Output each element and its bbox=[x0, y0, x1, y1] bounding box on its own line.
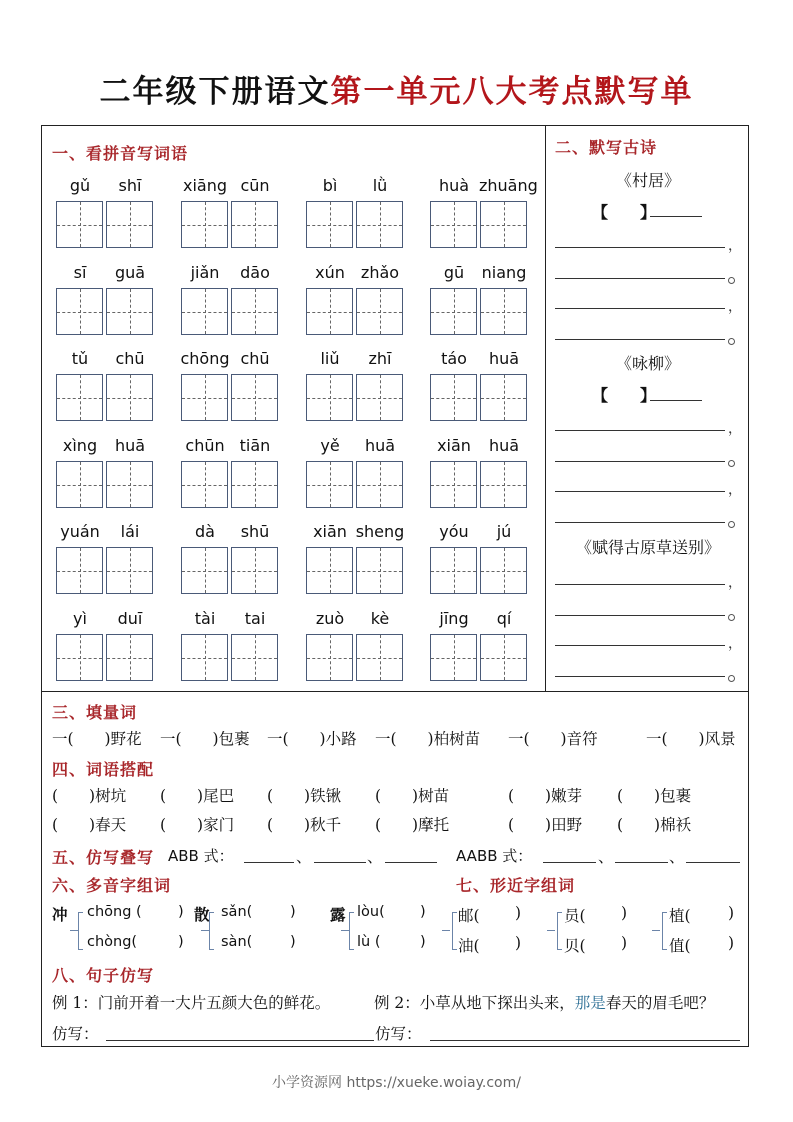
poem-title-cunju: 《村居》 bbox=[615, 171, 680, 190]
pinyin-label: dāo bbox=[240, 263, 270, 282]
tianzige-box[interactable] bbox=[56, 201, 103, 248]
tianzige-box[interactable] bbox=[306, 461, 353, 508]
brace-top bbox=[209, 912, 214, 913]
close-paren: ) bbox=[178, 934, 184, 950]
aabb-blank-1[interactable] bbox=[543, 862, 596, 863]
column-divider bbox=[545, 125, 546, 692]
close-paren: ) bbox=[515, 904, 522, 922]
pinyin-label: chōng bbox=[180, 349, 230, 368]
tianzige-box[interactable] bbox=[106, 201, 153, 248]
period-mark bbox=[728, 460, 735, 467]
pinyin-label: chūn bbox=[185, 436, 225, 455]
brace-icon bbox=[78, 912, 79, 950]
tianzige-box[interactable] bbox=[356, 634, 403, 681]
measure-word-item[interactable]: 一( )野花 bbox=[52, 730, 142, 748]
pinyin-label: huā bbox=[488, 436, 520, 455]
pinyin-label: yóu bbox=[439, 522, 469, 541]
abb-blank-1[interactable] bbox=[244, 862, 294, 863]
similar-char-top[interactable]: 植( bbox=[669, 907, 691, 925]
pinyin-label: tai bbox=[244, 609, 266, 628]
imitate-label-1: 仿写： bbox=[52, 1025, 99, 1043]
footer-watermark: 小学资源网 https://xueke.woiay.com/ bbox=[272, 1075, 521, 1091]
tianzige-box[interactable] bbox=[480, 288, 527, 335]
brace-mid bbox=[201, 930, 209, 931]
matching-item[interactable]: ( )树坑 bbox=[52, 787, 127, 805]
brace-icon bbox=[557, 912, 558, 950]
pinyin-label: gǔ bbox=[69, 176, 91, 195]
tianzige-box[interactable] bbox=[56, 288, 103, 335]
poem-title-fudegu: 《赋得古原草送别》 bbox=[575, 538, 720, 557]
brace-icon bbox=[209, 912, 210, 950]
pinyin-label: zhuāng bbox=[479, 176, 538, 195]
brace-top bbox=[662, 912, 667, 913]
tianzige-box[interactable] bbox=[106, 288, 153, 335]
brace-top bbox=[78, 912, 83, 913]
aabb-blank-3[interactable] bbox=[686, 862, 740, 863]
similar-char-top[interactable]: 员( bbox=[564, 907, 586, 925]
tianzige-box[interactable] bbox=[56, 374, 103, 421]
brace-top bbox=[349, 912, 354, 913]
tianzige-box[interactable] bbox=[231, 634, 278, 681]
pinyin-label: chū bbox=[240, 349, 270, 368]
poem-line-blank[interactable] bbox=[555, 430, 725, 431]
tianzige-box[interactable] bbox=[356, 374, 403, 421]
pinyin-label: sheng bbox=[355, 522, 405, 541]
pinyin-label: tiān bbox=[239, 436, 271, 455]
section1-title: 一、看拼音写词语 bbox=[52, 144, 189, 163]
section2-title: 二、默写古诗 bbox=[555, 138, 658, 157]
tianzige-box[interactable] bbox=[356, 547, 403, 594]
matching-item[interactable]: ( )树苗 bbox=[375, 787, 450, 805]
tianzige-box[interactable] bbox=[231, 461, 278, 508]
pinyin-label: cūn bbox=[240, 176, 270, 195]
pinyin-label: huā bbox=[114, 436, 146, 455]
section8-title: 八、句子仿写 bbox=[52, 966, 155, 985]
section4-title: 四、词语搭配 bbox=[52, 760, 155, 779]
dynasty-blank-yongliu[interactable] bbox=[650, 400, 702, 401]
matching-item[interactable]: ( )田野 bbox=[508, 816, 583, 834]
polyphone-reading-bottom[interactable]: sàn( bbox=[221, 934, 253, 950]
similar-char-bottom[interactable]: 贝( bbox=[564, 937, 586, 955]
brace-bottom bbox=[209, 949, 214, 950]
tianzige-box[interactable] bbox=[356, 288, 403, 335]
measure-word-item[interactable]: 一( )柏树苗 bbox=[375, 730, 481, 748]
example-1: 例 1：门前开着一大片五颜大色的鲜花。 bbox=[52, 994, 331, 1012]
polyphone-reading-top[interactable]: lòu( bbox=[357, 904, 385, 920]
brace-mid bbox=[547, 930, 555, 931]
imitate-blank-2[interactable] bbox=[430, 1040, 740, 1041]
row-divider bbox=[41, 691, 749, 692]
polyphone-char: 冲 bbox=[52, 905, 68, 924]
close-paren: ) bbox=[728, 904, 735, 922]
section7-title: 七、形近字组词 bbox=[456, 876, 576, 895]
close-paren: ) bbox=[420, 934, 426, 950]
period-mark bbox=[728, 521, 735, 528]
tianzige-box[interactable] bbox=[480, 461, 527, 508]
tianzige-box[interactable] bbox=[306, 547, 353, 594]
tianzige-box[interactable] bbox=[106, 547, 153, 594]
matching-item[interactable]: ( )春天 bbox=[52, 816, 127, 834]
tianzige-box[interactable] bbox=[356, 201, 403, 248]
pinyin-label: liǔ bbox=[320, 349, 340, 368]
close-paren: ) bbox=[621, 934, 628, 952]
pinyin-label: qí bbox=[496, 609, 512, 628]
tianzige-box[interactable] bbox=[430, 201, 477, 248]
brace-bottom bbox=[78, 949, 83, 950]
close-paren: ) bbox=[290, 904, 296, 920]
poem-line-blank[interactable] bbox=[555, 308, 725, 309]
similar-char-top[interactable]: 邮( bbox=[458, 907, 480, 925]
pinyin-label: xiāng bbox=[182, 176, 227, 195]
tianzige-box[interactable] bbox=[231, 201, 278, 248]
pinyin-label: jiǎn bbox=[190, 263, 220, 282]
brace-icon bbox=[452, 912, 453, 950]
tianzige-box[interactable] bbox=[56, 461, 103, 508]
period-mark bbox=[728, 277, 735, 284]
close-paren: ) bbox=[290, 934, 296, 950]
close-paren: ) bbox=[515, 934, 522, 952]
pinyin-label: xún bbox=[315, 263, 345, 282]
matching-item[interactable]: ( )家门 bbox=[160, 816, 235, 834]
brace-bottom bbox=[557, 949, 562, 950]
section5-title: 五、仿写叠写 bbox=[52, 848, 155, 867]
poem-line-blank[interactable] bbox=[555, 584, 725, 585]
example-2-suffix: 春天的眉毛吧？ bbox=[605, 994, 715, 1012]
poem-line-blank[interactable] bbox=[555, 278, 725, 279]
polyphone-char: 散 bbox=[194, 905, 210, 924]
brace-mid bbox=[442, 930, 450, 931]
pinyin-label: chū bbox=[115, 349, 145, 368]
tianzige-box[interactable] bbox=[181, 547, 228, 594]
pinyin-label: zhī bbox=[368, 349, 392, 368]
matching-item[interactable]: ( )摩托 bbox=[375, 816, 450, 834]
pinyin-label: duī bbox=[117, 609, 143, 628]
brace-top bbox=[557, 912, 562, 913]
poem-line-blank[interactable] bbox=[555, 247, 725, 248]
tianzige-box[interactable] bbox=[106, 634, 153, 681]
tianzige-box[interactable] bbox=[231, 547, 278, 594]
tianzige-box[interactable] bbox=[106, 461, 153, 508]
imitate-label-2: 仿写： bbox=[375, 1025, 422, 1043]
close-paren: ) bbox=[178, 904, 184, 920]
matching-item[interactable]: ( )包裹 bbox=[617, 787, 692, 805]
tianzige-box[interactable] bbox=[430, 374, 477, 421]
comma-mark: ， bbox=[728, 299, 742, 315]
section3-title: 三、填量词 bbox=[52, 703, 138, 722]
abb-sep-2: 、 bbox=[367, 848, 383, 866]
matching-item[interactable]: ( )嫩芽 bbox=[508, 787, 583, 805]
polyphone-reading-top[interactable]: chōng ( bbox=[87, 904, 142, 920]
aabb-blank-2[interactable] bbox=[615, 862, 668, 863]
comma-mark: ， bbox=[728, 482, 742, 498]
abb-blank-2[interactable] bbox=[314, 862, 366, 863]
pinyin-label: huà bbox=[438, 176, 470, 195]
similar-char-bottom[interactable]: 油( bbox=[458, 937, 480, 955]
poem-line-blank[interactable] bbox=[555, 645, 725, 646]
tianzige-box[interactable] bbox=[306, 201, 353, 248]
pinyin-label: kè bbox=[370, 609, 390, 628]
pinyin-label: sī bbox=[73, 263, 87, 282]
matching-item[interactable]: ( )尾巴 bbox=[160, 787, 235, 805]
tianzige-box[interactable] bbox=[231, 288, 278, 335]
pinyin-label: shī bbox=[118, 176, 142, 195]
brace-bottom bbox=[662, 949, 667, 950]
tianzige-box[interactable] bbox=[181, 374, 228, 421]
imitate-blank-1[interactable] bbox=[106, 1040, 374, 1041]
aabb-label: AABB 式： bbox=[456, 847, 533, 865]
abb-label: ABB 式： bbox=[168, 847, 234, 865]
polyphone-reading-bottom[interactable]: chòng( bbox=[87, 934, 138, 950]
pinyin-label: lǜ bbox=[372, 176, 388, 195]
matching-item[interactable]: ( )铁锹 bbox=[267, 787, 342, 805]
pinyin-label: táo bbox=[441, 349, 467, 368]
pinyin-label: huā bbox=[364, 436, 396, 455]
polyphone-reading-top[interactable]: sǎn( bbox=[221, 904, 253, 920]
brace-icon bbox=[662, 912, 663, 950]
tianzige-box[interactable] bbox=[181, 461, 228, 508]
tianzige-box[interactable] bbox=[56, 547, 103, 594]
pinyin-label: yě bbox=[320, 436, 340, 455]
poem-line-blank[interactable] bbox=[555, 339, 725, 340]
tianzige-box[interactable] bbox=[306, 374, 353, 421]
tianzige-box[interactable] bbox=[181, 288, 228, 335]
pinyin-label: lái bbox=[120, 522, 140, 541]
measure-word-item[interactable]: 一( )小路 bbox=[267, 730, 357, 748]
similar-char-bottom[interactable]: 值( bbox=[669, 937, 691, 955]
pinyin-label: gū bbox=[443, 263, 465, 282]
poem-line-blank[interactable] bbox=[555, 522, 725, 523]
aabb-sep-2: 、 bbox=[669, 848, 685, 866]
brace-bottom bbox=[349, 949, 354, 950]
author-brackets-cunju: 【 】 bbox=[592, 203, 657, 222]
close-paren: ) bbox=[420, 904, 426, 920]
pinyin-label: zuò bbox=[315, 609, 345, 628]
pinyin-label: zhǎo bbox=[360, 263, 400, 282]
tianzige-box[interactable] bbox=[181, 201, 228, 248]
brace-mid bbox=[652, 930, 660, 931]
polyphone-reading-bottom[interactable]: lù ( bbox=[357, 934, 381, 950]
close-paren: ) bbox=[621, 904, 628, 922]
tianzige-box[interactable] bbox=[231, 374, 278, 421]
measure-word-item[interactable]: 一( )风景 bbox=[646, 730, 736, 748]
comma-mark: ， bbox=[728, 238, 742, 254]
pinyin-label: yuán bbox=[60, 522, 100, 541]
poem-line-blank[interactable] bbox=[555, 461, 725, 462]
tianzige-box[interactable] bbox=[356, 461, 403, 508]
pinyin-label: tài bbox=[194, 609, 216, 628]
tianzige-box[interactable] bbox=[480, 547, 527, 594]
pinyin-label: niang bbox=[481, 263, 527, 282]
pinyin-label: yì bbox=[73, 609, 87, 628]
title-grade: 二年级下册语文 bbox=[99, 74, 331, 110]
brace-mid bbox=[341, 930, 349, 931]
tianzige-box[interactable] bbox=[306, 634, 353, 681]
tianzige-box[interactable] bbox=[181, 634, 228, 681]
tianzige-box[interactable] bbox=[430, 547, 477, 594]
close-paren: ) bbox=[728, 934, 735, 952]
abb-sep-1: 、 bbox=[296, 848, 312, 866]
section6-title: 六、多音字组词 bbox=[52, 876, 172, 895]
example-2-highlight: 那是 bbox=[574, 994, 606, 1012]
tianzige-box[interactable] bbox=[106, 374, 153, 421]
poem-line-blank[interactable] bbox=[555, 676, 725, 677]
pinyin-label: tǔ bbox=[71, 349, 89, 368]
example-2 bbox=[374, 991, 714, 1013]
pinyin-label: xìng bbox=[62, 436, 98, 455]
pinyin-label: bì bbox=[322, 176, 338, 195]
author-brackets-yongliu: 【 】 bbox=[592, 386, 657, 405]
tianzige-box[interactable] bbox=[480, 374, 527, 421]
poem-title-yongliu: 《咏柳》 bbox=[615, 354, 680, 373]
matching-item[interactable]: ( )棉袄 bbox=[617, 816, 692, 834]
brace-icon bbox=[349, 912, 350, 950]
tianzige-box[interactable] bbox=[430, 288, 477, 335]
pinyin-label: jīng bbox=[439, 609, 469, 628]
comma-mark: ， bbox=[728, 421, 742, 437]
page-title bbox=[0, 70, 793, 114]
abb-blank-3[interactable] bbox=[385, 862, 437, 863]
example-2-prefix: 例 2：小草从地下探出头来， bbox=[374, 994, 575, 1012]
period-mark bbox=[728, 338, 735, 345]
pinyin-label: guā bbox=[114, 263, 146, 282]
dynasty-blank-cunju[interactable] bbox=[650, 216, 702, 217]
aabb-sep-1: 、 bbox=[598, 848, 614, 866]
pinyin-label: jú bbox=[496, 522, 512, 541]
poem-line-blank[interactable] bbox=[555, 615, 725, 616]
tianzige-box[interactable] bbox=[306, 288, 353, 335]
brace-bottom bbox=[452, 949, 457, 950]
comma-mark: ， bbox=[728, 636, 742, 652]
pinyin-label: huā bbox=[488, 349, 520, 368]
tianzige-box[interactable] bbox=[56, 634, 103, 681]
pinyin-label: xiān bbox=[437, 436, 471, 455]
tianzige-box[interactable] bbox=[480, 201, 527, 248]
tianzige-box[interactable] bbox=[480, 634, 527, 681]
tianzige-box[interactable] bbox=[430, 461, 477, 508]
poem-line-blank[interactable] bbox=[555, 491, 725, 492]
brace-mid bbox=[70, 930, 78, 931]
brace-top bbox=[452, 912, 457, 913]
comma-mark: ， bbox=[728, 575, 742, 591]
pinyin-label: dà bbox=[195, 522, 215, 541]
period-mark bbox=[728, 614, 735, 621]
polyphone-char: 露 bbox=[330, 905, 346, 924]
pinyin-label: shū bbox=[240, 522, 270, 541]
matching-item[interactable]: ( )秋千 bbox=[267, 816, 342, 834]
measure-word-item[interactable]: 一( )音符 bbox=[508, 730, 598, 748]
measure-word-item[interactable]: 一( )包裹 bbox=[160, 730, 250, 748]
period-mark bbox=[728, 675, 735, 682]
tianzige-box[interactable] bbox=[430, 634, 477, 681]
title-unit: 第一单元八大考点默写单 bbox=[330, 74, 694, 110]
pinyin-label: xiān bbox=[313, 522, 347, 541]
